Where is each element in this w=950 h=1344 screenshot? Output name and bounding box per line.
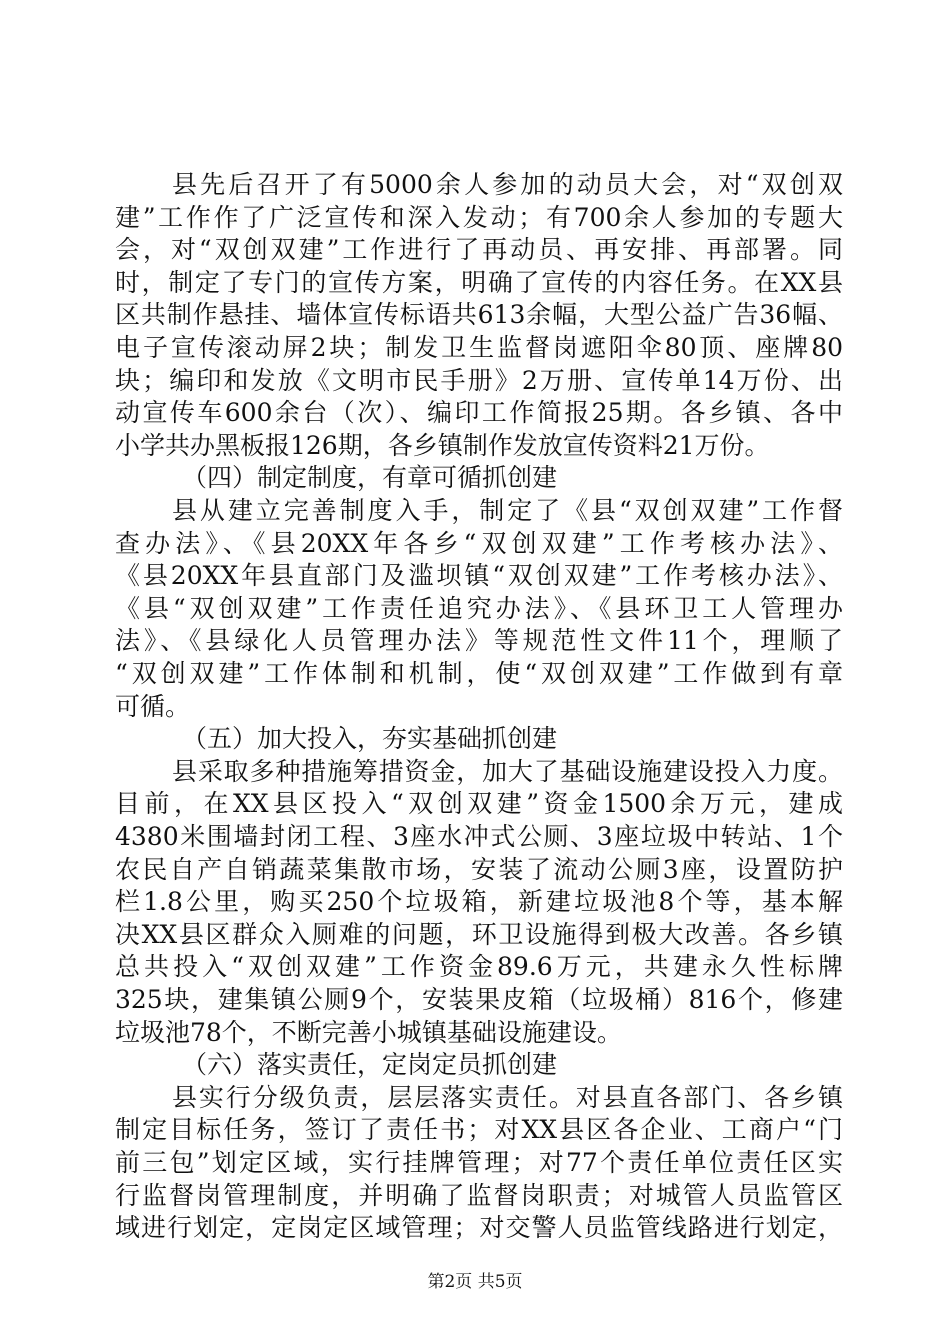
- paragraph-line: 区共制作悬挂、墙体宣传标语共613余幅，大型公益广告36幅、: [115, 300, 843, 330]
- paragraph-line: 栏1.8公里，购买250个垃圾箱，新建垃圾池8个等，基本解: [115, 887, 843, 917]
- paragraph-line: 可循。: [115, 691, 191, 721]
- section-heading: （六）落实责任，定岗定员抓创建: [182, 1050, 558, 1080]
- paragraph-line: 《县“双创双建”工作责任追究办法》、《县环卫工人管理办: [115, 593, 843, 623]
- paragraph-line: 小学共办黑板报126期，各乡镇制作发放宣传资料21万份。: [115, 430, 770, 460]
- paragraph-line: 动宣传车600余台（次）、编印工作简报25期。各乡镇、各中: [115, 398, 843, 428]
- paragraph-line: 电子宣传滚动屏2块；制发卫生监督岗遮阳伞80顶、座牌80: [115, 333, 843, 362]
- paragraph-line: 目前，在XX县区投入“双创双建”资金1500余万元，建成: [115, 789, 843, 819]
- paragraph-line: 325块，建集镇公厕9个，安装果皮箱（垃圾桶）816个，修建: [115, 985, 843, 1014]
- paragraph-line: 决XX县区群众入厕难的问题，环卫设施得到极大改善。各乡镇: [115, 919, 843, 949]
- paragraph-line: 块；编印和发放《文明市民手册》2万册、宣传单14万份、出: [115, 365, 843, 395]
- paragraph-line: 建”工作作了广泛宣传和深入发动；有700余人参加的专题大: [115, 202, 843, 232]
- paragraph-line: 县采取多种措施筹措资金，加大了基础设施建设投入力度。: [172, 756, 843, 786]
- paragraph-line: 总共投入“双创双建”工作资金89.6万元，共建永久性标牌: [115, 952, 843, 982]
- paragraph-line: 《县20XX年县直部门及滥坝镇“双创双建”工作考核办法》、: [115, 561, 843, 591]
- paragraph-line: 农民自产自销蔬菜集散市场，安装了流动公厕3座，设置防护: [115, 854, 843, 884]
- paragraph-line: 前三包”划定区域，实行挂牌管理；对77个责任单位责任区实: [115, 1148, 843, 1177]
- paragraph-line: 查办法》、《县20XX年各乡“双创双建”工作考核办法》、: [115, 528, 843, 558]
- paragraph-line: 县从建立完善制度入手，制定了《县“双创双建”工作督: [172, 496, 843, 525]
- paragraph-line: “双创双建”工作体制和机制，使“双创双建”工作做到有章: [115, 659, 843, 688]
- paragraph-line: 县实行分级负责，层层落实责任。对县直各部门、各乡镇: [172, 1082, 843, 1112]
- paragraph-line: 法》、《县绿化人员管理办法》等规范性文件11个，理顺了: [115, 626, 843, 656]
- paragraph-line: 行监督岗管理制度，并明确了监督岗职责；对城管人员监管区: [115, 1180, 843, 1210]
- paragraph-line: 域进行划定，定岗定区域管理；对交警人员监管线路进行划定，: [115, 1213, 843, 1243]
- paragraph-line: 会，对“双创双建”工作进行了再动员、再安排、再部署。同: [115, 235, 843, 265]
- paragraph-line: 4380米围墙封闭工程、3座水冲式公厕、3座垃圾中转站、1个: [115, 822, 843, 851]
- section-heading: （四）制定制度，有章可循抓创建: [182, 463, 558, 493]
- paragraph-line: 时，制定了专门的宣传方案，明确了宣传的内容任务。在XX县: [115, 267, 843, 297]
- section-heading: （五）加大投入，夯实基础抓创建: [182, 724, 558, 754]
- page-number-footer: 第2页 共5页: [427, 1272, 523, 1292]
- paragraph-line: 县先后召开了有5000余人参加的动员大会，对“双创双: [172, 170, 843, 199]
- paragraph-line: 垃圾池78个，不断完善小城镇基础设施建设。: [115, 1017, 622, 1047]
- paragraph-line: 制定目标任务，签订了责任书；对XX县区各企业、工商户“门: [115, 1115, 843, 1145]
